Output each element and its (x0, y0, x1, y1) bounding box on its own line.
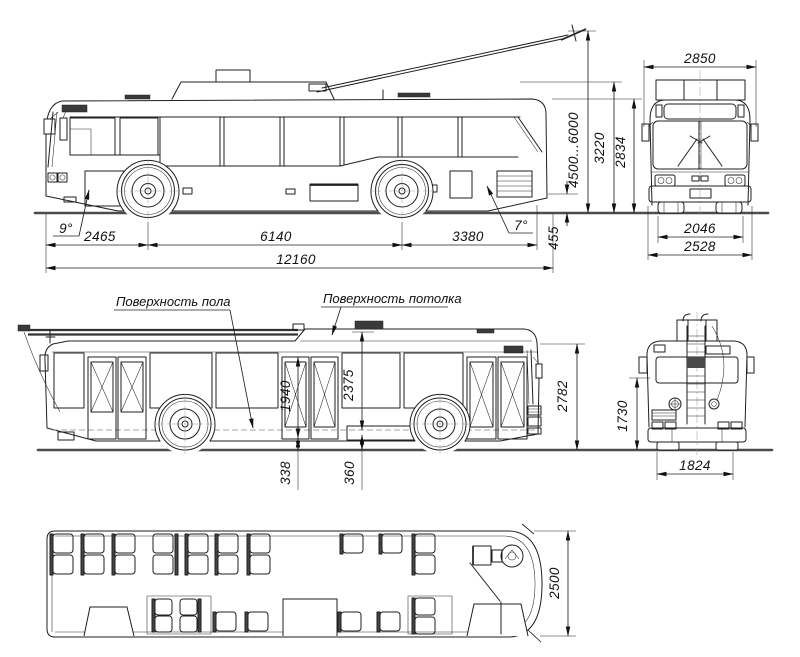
dim-roof-height: 2834 (613, 136, 628, 168)
side2-windows (52, 350, 537, 408)
front-door (467, 357, 527, 439)
dim-rear-track: 1824 (679, 458, 711, 473)
rear-door-well (84, 607, 134, 636)
dim-front-overhang: 2465 (84, 229, 116, 244)
dim-door-height: 1940 (278, 380, 293, 412)
rear-wheel (371, 160, 433, 222)
ceiling-surface-label: Поверхность потолка (323, 291, 462, 306)
dim-equipment-height: 3220 (592, 132, 607, 164)
dim-floor-height: 455 (546, 226, 561, 250)
steering-wheel-icon (492, 545, 523, 567)
plan-view-dimensions (522, 524, 576, 642)
dim-interior-height: 2375 (341, 369, 356, 401)
dim-step-338: 338 (278, 461, 293, 485)
dim-plan-width: 2500 (547, 567, 562, 599)
dim-step-360: 360 (342, 461, 357, 485)
dim-front-track: 2046 (684, 221, 716, 236)
stowed-poles-icon (18, 324, 304, 412)
side-windows (70, 117, 542, 166)
dim-wheelbase: 6140 (260, 229, 292, 244)
dim-departure-angle: 7° (514, 218, 528, 233)
dim-overall-length: 12160 (276, 252, 316, 267)
dim-approach-angle: 9° (59, 221, 73, 236)
side2-rear-wheel (155, 394, 215, 454)
middle-door-well (283, 599, 337, 636)
side2-front-wheel (410, 394, 470, 454)
dim-pole-height: 4500...6000 (566, 112, 581, 188)
rear-door (88, 357, 146, 439)
dim-rear-overhang: 3380 (452, 229, 484, 244)
plan-view (47, 531, 542, 637)
rear-view (639, 312, 754, 455)
front-door-well (467, 604, 528, 636)
front-wheel (117, 160, 179, 222)
front-view (642, 70, 758, 218)
dim-body-width: 2528 (684, 239, 716, 254)
dim-overall-height: 2782 (555, 380, 570, 412)
dim-overall-width: 2850 (684, 51, 716, 66)
pole-rope-icon (712, 326, 724, 400)
dim-rear-height: 1730 (615, 400, 630, 432)
side2-annotations (114, 291, 585, 490)
floor-surface-label: Поверхность пола (116, 294, 231, 309)
plan-seats-top (50, 534, 435, 575)
side-view-poles-raised (44, 25, 586, 222)
headlight-icon (48, 173, 67, 182)
